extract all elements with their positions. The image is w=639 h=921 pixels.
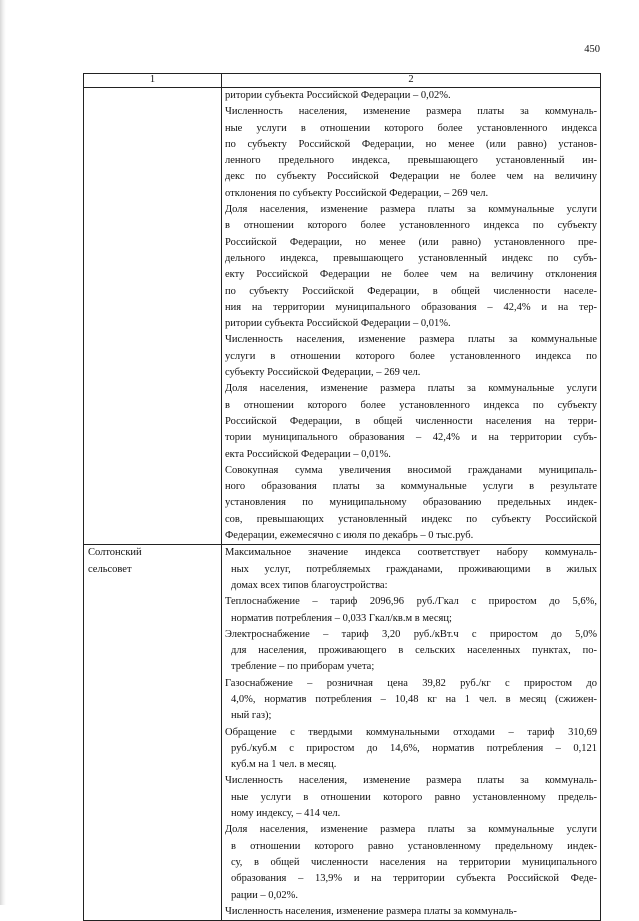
text-line: Федерации, ежемесячно с июля по декабрь – 0 тыс.руб.	[225, 530, 474, 542]
text-line: екту Российской Федерации не более чем на величину отклонения	[225, 269, 597, 281]
description-cell	[222, 545, 601, 921]
description-cell	[222, 88, 601, 545]
document-table	[83, 73, 601, 921]
municipality-cell	[84, 545, 222, 921]
text-line: ния на территории муниципального образования – 42,4% и на тер-	[225, 301, 597, 313]
text-line: в отношении которого более установленного индекса по субъекту	[225, 399, 597, 411]
text-line: 4,0%, норматив потребления – 10,48 кг на 1 чел. в месяц (сжижен-	[231, 693, 597, 705]
text-line: по субъекту Российской Федерации, в общей численности населе-	[225, 285, 597, 297]
column-header-1: 1	[84, 74, 222, 88]
text-line: ных услуг, потребляемых гражданами, проживающими в жилых	[231, 563, 597, 575]
text-line: Российской Федерации, в общей численности населения на терри-	[225, 415, 597, 427]
text-line: тории муниципального образования – 42,4% и на территории субъ-	[225, 432, 597, 444]
text-line: требление – по приборам учета;	[231, 661, 375, 673]
text-line: услуги в отношении которого более установленного индекса по	[225, 350, 597, 362]
municipality-cell	[84, 88, 222, 545]
text-line: дельного индекса, превышающего установленный индекс по субъ-	[225, 252, 597, 264]
text-line: Совокупная сумма увеличения вносимой гражданами муниципаль-	[225, 464, 597, 476]
text-line: ритории субъекта Российской Федерации – 0,02%.	[225, 90, 451, 101]
table-row	[84, 545, 601, 921]
text-line: ритории субъекта Российской Федерации – 0,01%.	[225, 318, 451, 330]
text-line: Численность населения, изменение размера платы за коммуналь-	[225, 106, 597, 118]
text-line: ные услуги в отношении которого более установленного индекса	[225, 122, 597, 134]
municipality-name-line: сельсовет	[88, 563, 132, 575]
text-line: декс по субъекту Российской Федерации не более чем на величину	[225, 171, 597, 183]
text-line: Газоснабжение – розничная цена 39,82 руб./кг с приростом до	[225, 677, 597, 689]
text-line: Доля населения, изменение размера платы за коммунальные услуги	[225, 383, 597, 395]
scan-edge-shadow	[0, 0, 6, 905]
text-line: ный газ);	[231, 710, 272, 722]
text-line: ленного предельного индекса, превышающего установленный ин-	[225, 155, 597, 167]
municipality-name-line: Солтонский	[88, 547, 142, 559]
text-line: Обращение с твердыми коммунальными отходами – тариф 310,69	[225, 726, 597, 738]
text-line: субъекту Российской Федерации, – 269 чел.	[225, 367, 421, 379]
text-line: норматив потребления – 0,033 Гкал/кв.м в месяц;	[231, 612, 452, 624]
text-line: куб.м на 1 чел. в месяц.	[231, 759, 337, 771]
page-number: 450	[584, 44, 600, 55]
text-line: для населения, проживающего в сельских населенных пунктах, по-	[231, 645, 597, 657]
text-line: Электроснабжение – тариф 3,20 руб./кВт.ч с приростом до 5,0%	[225, 628, 597, 640]
text-line: в отношении которого равно установленному предельному индек-	[231, 840, 597, 852]
text-line: Доля населения, изменение размера платы за коммунальные услуги	[225, 824, 597, 836]
text-line: ные услуги в отношении которого равно установленному предель-	[231, 791, 597, 803]
text-line: образования – 13,9% и на территории субъекта Российской Феде-	[231, 873, 597, 885]
column-header-2: 2	[222, 74, 601, 88]
text-line: Численность населения, изменение размера платы за коммуналь-	[225, 775, 597, 787]
text-line: Теплоснабжение – тариф 2096,96 руб./Гкал с приростом до 5,6%,	[225, 596, 597, 608]
text-line: Максимальное значение индекса соответствует набору коммуналь-	[225, 547, 597, 559]
text-line: рации – 0,02%.	[231, 889, 299, 901]
text-line: руб./куб.м с приростом до 14,6%, норматив потребления – 0,121	[231, 742, 597, 754]
text-line: сов, превышающих установленный индекс по субъекту Российской	[225, 513, 597, 525]
text-line: су, в общей численности населения на территории муниципального	[231, 856, 597, 868]
text-line: Численность населения, изменение размера платы за коммунальные	[225, 334, 597, 346]
text-line: отклонения по субъекту Российской Федерации, – 269 чел.	[225, 187, 489, 199]
text-line: по субъекту Российской Федерации, но менее (или равно) установ-	[225, 138, 597, 150]
table-header-row	[84, 74, 601, 88]
text-line: екта Российской Федерации – 0,01%.	[225, 448, 391, 460]
text-line: Численность населения, изменение размера платы за коммуналь-	[225, 905, 517, 917]
text-line: домах всех типов благоустройства:	[231, 579, 388, 591]
text-line: Доля населения, изменение размера платы за коммунальные услуги	[225, 204, 597, 216]
text-line: в отношении которого более установленного индекса по субъекту	[225, 220, 597, 232]
text-line: установления по муниципальному образованию предельных индек-	[225, 497, 597, 509]
text-line: ного образования платы за коммунальные услуги в результате	[225, 481, 597, 493]
table-row	[84, 88, 601, 545]
text-line: ному индексу, – 414 чел.	[231, 808, 341, 820]
text-line: Российской Федерации, но менее (или равно) установленного пре-	[225, 236, 597, 248]
